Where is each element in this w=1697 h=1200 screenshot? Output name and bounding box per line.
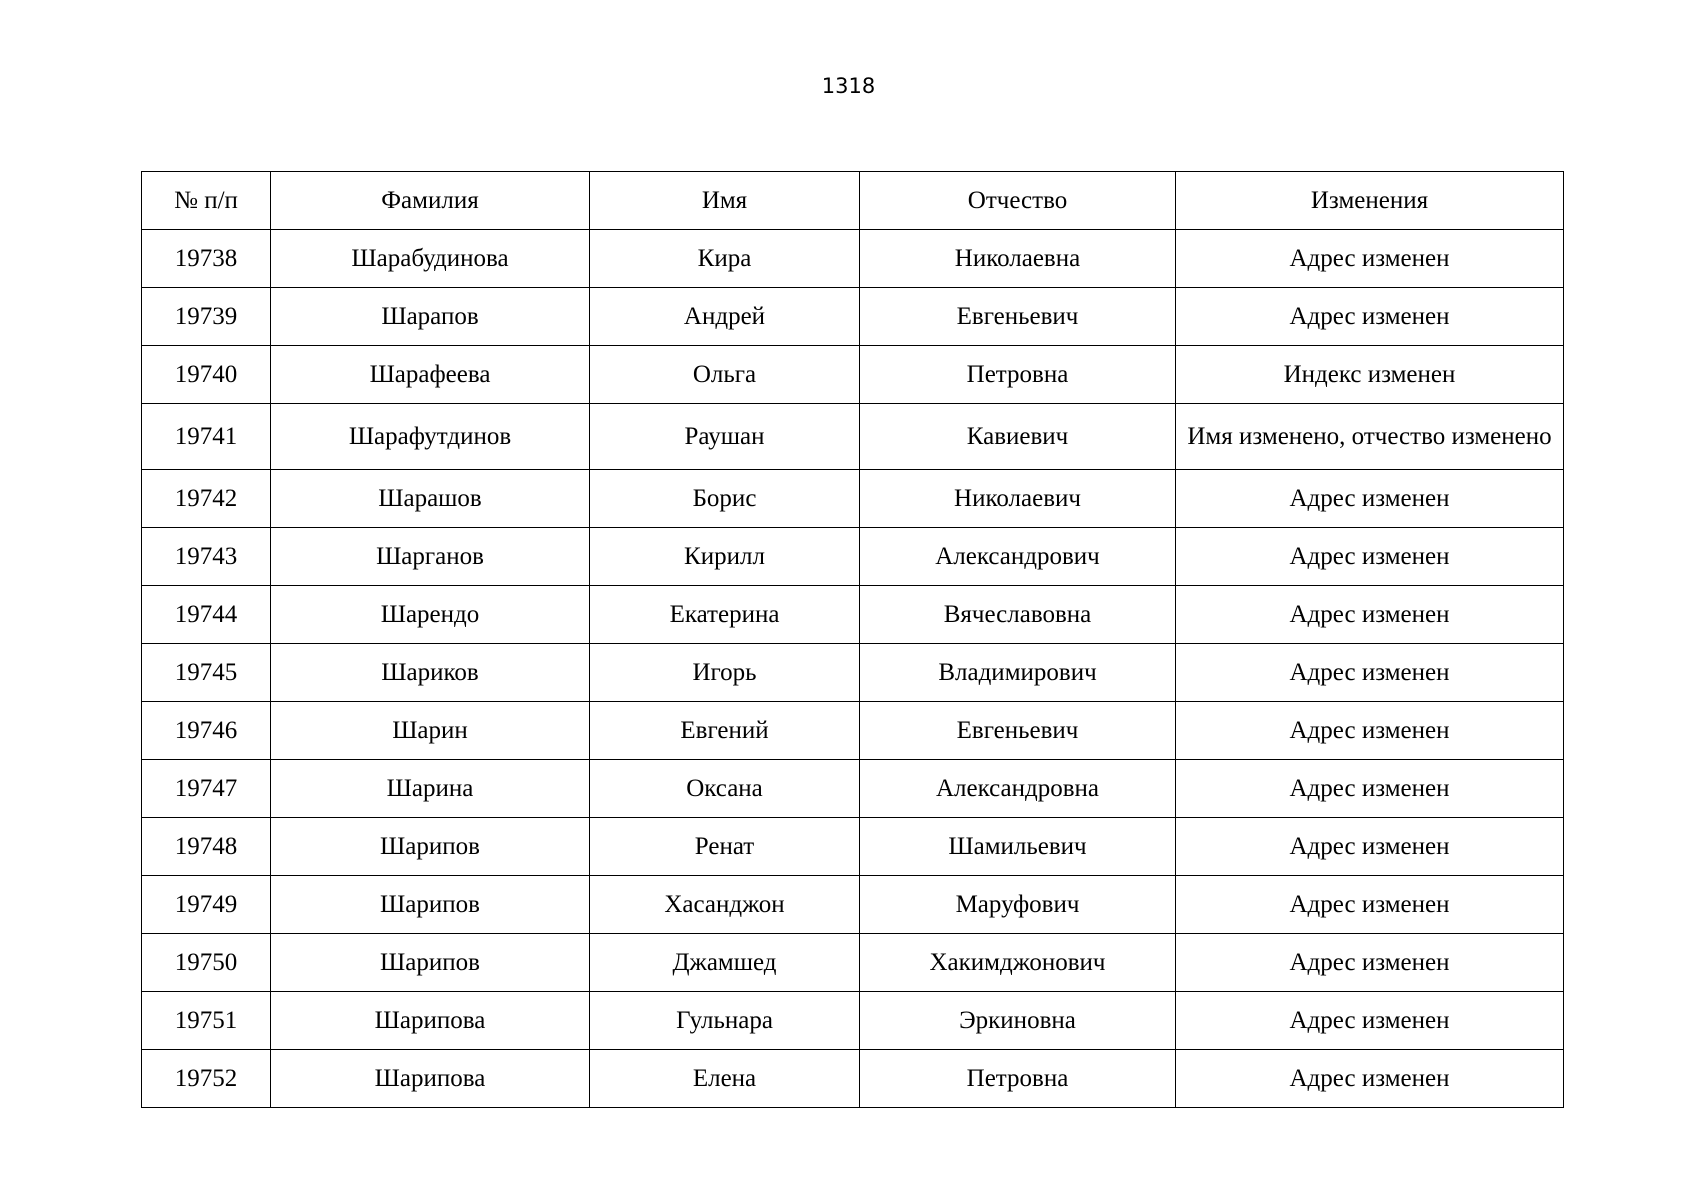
cell-patronymic: Кавиевич [860,404,1176,470]
cell-changes: Имя изменено, отчество изменено [1176,404,1564,470]
table-row [142,346,1564,404]
cell-first-name: Ренат [590,818,860,876]
cell-changes: Адрес изменен [1176,992,1564,1050]
cell-changes: Адрес изменен [1176,934,1564,992]
table-body [142,230,1564,1108]
cell-first-name: Раушан [590,404,860,470]
cell-number: 19751 [142,992,271,1050]
cell-patronymic: Владимирович [860,644,1176,702]
table-row [142,760,1564,818]
cell-patronymic: Петровна [860,346,1176,404]
table-row [142,470,1564,528]
table-row [142,876,1564,934]
cell-first-name: Гульнара [590,992,860,1050]
cell-number: 19745 [142,644,271,702]
table-header [142,172,1564,230]
cell-surname: Шарендо [271,586,590,644]
header-number: № п/п [142,172,271,230]
table-row [142,934,1564,992]
cell-first-name: Екатерина [590,586,860,644]
header-surname: Фамилия [271,172,590,230]
cell-patronymic: Николаевич [860,470,1176,528]
cell-changes: Адрес изменен [1176,876,1564,934]
table-row [142,702,1564,760]
cell-changes: Адрес изменен [1176,528,1564,586]
table-row [142,230,1564,288]
cell-number: 19739 [142,288,271,346]
cell-surname: Шарипова [271,1050,590,1108]
cell-changes: Адрес изменен [1176,644,1564,702]
cell-surname: Шарина [271,760,590,818]
table-row [142,644,1564,702]
cell-number: 19746 [142,702,271,760]
page-number: 1318 [821,74,876,98]
cell-surname: Шарашов [271,470,590,528]
cell-number: 19740 [142,346,271,404]
cell-surname: Шарипов [271,934,590,992]
cell-patronymic: Шамильевич [860,818,1176,876]
cell-first-name: Хасанджон [590,876,860,934]
cell-changes: Индекс изменен [1176,346,1564,404]
cell-number: 19752 [142,1050,271,1108]
cell-changes: Адрес изменен [1176,702,1564,760]
header-patronymic: Отчество [860,172,1176,230]
cell-surname: Шарипов [271,876,590,934]
cell-number: 19750 [142,934,271,992]
cell-surname: Шарафутдинов [271,404,590,470]
table-row [142,528,1564,586]
table-row [142,586,1564,644]
cell-surname: Шарапов [271,288,590,346]
table-row [142,288,1564,346]
cell-changes: Адрес изменен [1176,818,1564,876]
cell-changes: Адрес изменен [1176,1050,1564,1108]
cell-first-name: Оксана [590,760,860,818]
cell-first-name: Кирилл [590,528,860,586]
cell-first-name: Андрей [590,288,860,346]
table-row [142,1050,1564,1108]
table-row [142,992,1564,1050]
header-first-name: Имя [590,172,860,230]
cell-surname: Шарипова [271,992,590,1050]
cell-surname: Шарафеева [271,346,590,404]
header-changes: Изменения [1176,172,1564,230]
cell-number: 19749 [142,876,271,934]
table-row [142,404,1564,470]
cell-first-name: Евгений [590,702,860,760]
cell-surname: Шарганов [271,528,590,586]
cell-changes: Адрес изменен [1176,760,1564,818]
cell-changes: Адрес изменен [1176,470,1564,528]
cell-surname: Шарипов [271,818,590,876]
cell-changes: Адрес изменен [1176,230,1564,288]
cell-surname: Шарабудинова [271,230,590,288]
cell-number: 19747 [142,760,271,818]
cell-surname: Шариков [271,644,590,702]
cell-changes: Адрес изменен [1176,586,1564,644]
cell-patronymic: Николаевна [860,230,1176,288]
cell-first-name: Джамшед [590,934,860,992]
cell-changes: Адрес изменен [1176,288,1564,346]
cell-first-name: Игорь [590,644,860,702]
cell-patronymic: Маруфович [860,876,1176,934]
cell-first-name: Кира [590,230,860,288]
cell-patronymic: Петровна [860,1050,1176,1108]
cell-number: 19738 [142,230,271,288]
cell-number: 19748 [142,818,271,876]
cell-patronymic: Александровна [860,760,1176,818]
cell-patronymic: Александрович [860,528,1176,586]
cell-patronymic: Эркиновна [860,992,1176,1050]
cell-patronymic: Евгеньевич [860,702,1176,760]
cell-patronymic: Евгеньевич [860,288,1176,346]
cell-number: 19743 [142,528,271,586]
cell-number: 19741 [142,404,271,470]
cell-patronymic: Хакимджонович [860,934,1176,992]
roster-table [141,171,1564,1108]
header-row [142,172,1564,230]
cell-surname: Шарин [271,702,590,760]
table-row [142,818,1564,876]
cell-first-name: Елена [590,1050,860,1108]
cell-number: 19742 [142,470,271,528]
cell-number: 19744 [142,586,271,644]
cell-first-name: Борис [590,470,860,528]
cell-patronymic: Вячеславовна [860,586,1176,644]
cell-first-name: Ольга [590,346,860,404]
